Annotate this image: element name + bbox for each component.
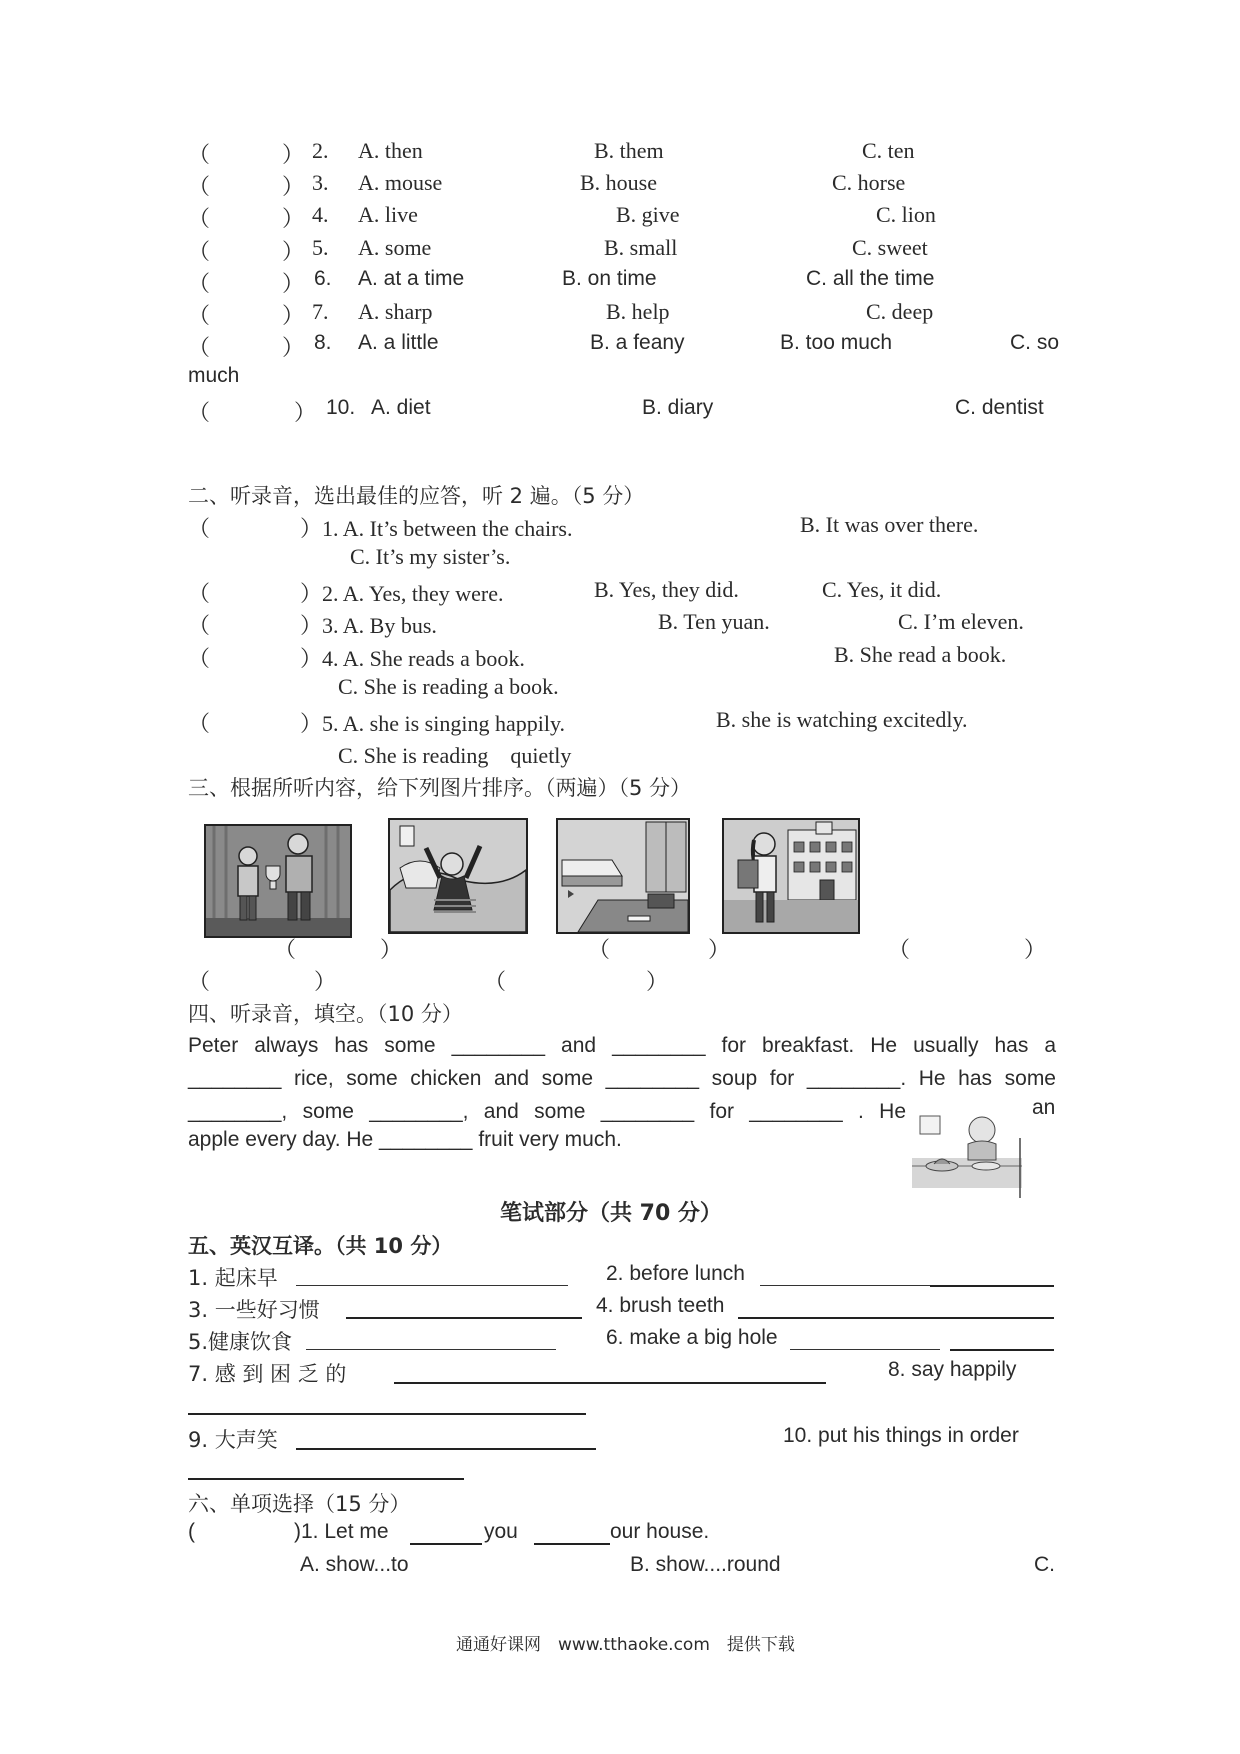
answer-paren-close: ） <box>282 303 305 328</box>
option-c: C. sweet <box>852 235 928 260</box>
walking-to-school-illustration <box>724 820 858 932</box>
picture-waking-up <box>388 818 528 934</box>
fill-blank-line[interactable]: Peter always has some ________ and ________ for breakfast. He usually has a <box>188 1034 1056 1057</box>
question-number: 7. <box>312 299 329 324</box>
option-d-wrap: much <box>188 364 240 387</box>
translate-item: 2. before lunch <box>606 1262 745 1285</box>
option-a: A. live <box>358 202 418 227</box>
order-paren[interactable]: （ <box>888 937 911 962</box>
answer-line[interactable] <box>346 1317 582 1319</box>
order-paren-close: ） <box>314 969 337 994</box>
question-text: you <box>484 1520 518 1543</box>
order-paren-close: ） <box>1024 937 1047 962</box>
order-paren[interactable]: （ <box>588 937 611 962</box>
option-c: C. I’m eleven. <box>898 609 1024 634</box>
option-a: A. a little <box>358 331 439 354</box>
answer-line[interactable] <box>930 1285 1054 1287</box>
option-a: A. diet <box>371 396 431 419</box>
option-c: C. ten <box>862 138 915 163</box>
question-text: )1. Let me <box>294 1520 389 1543</box>
answer-paren-close: ） <box>282 142 305 167</box>
option-c: C. all the time <box>806 267 935 290</box>
section-heading: 三、根据所听内容，给下列图片排序。（两遍）（5 分） <box>188 776 692 800</box>
translate-item: 1. 起床早 <box>188 1266 278 1290</box>
question-number: 5. <box>312 235 329 260</box>
question-text: ）2. A. Yes, they were. <box>300 581 504 606</box>
answer-paren[interactable]: （ <box>188 613 211 638</box>
option-c: C. deep <box>866 299 934 324</box>
option-c: C. dentist <box>955 396 1044 419</box>
option-b: B. It was over there. <box>800 512 979 537</box>
answer-paren-close: ） <box>282 271 305 296</box>
option-b: B. small <box>604 235 678 260</box>
answer-line[interactable] <box>534 1543 610 1545</box>
question-text: ）5. A. she is singing happily. <box>300 711 566 736</box>
answer-paren[interactable]: ( <box>188 1520 195 1543</box>
translate-item: 8. say happily <box>888 1358 1017 1381</box>
translate-item: 4. brush teeth <box>596 1294 725 1317</box>
answer-line[interactable] <box>410 1543 482 1545</box>
question-text: ）4. A. She reads a book. <box>300 646 525 671</box>
picture-walking-to-school <box>722 818 860 934</box>
option-d: C. so <box>1010 331 1060 354</box>
section-heading: 五、英汉互译。（共 10 分） <box>188 1234 453 1258</box>
option-b: B. show....round <box>630 1553 781 1576</box>
translate-item: 5.健康饮食 <box>188 1330 293 1354</box>
question-number: 6. <box>314 267 332 290</box>
order-paren[interactable]: （ <box>188 969 211 994</box>
answer-line[interactable] <box>394 1382 826 1384</box>
order-paren[interactable]: （ <box>274 937 297 962</box>
option-b: B. diary <box>642 396 714 419</box>
question-number: 10. <box>326 396 356 419</box>
bedroom-illustration <box>558 820 688 932</box>
question-text: our house. <box>610 1520 710 1543</box>
translate-item: 10. put his things in order <box>783 1424 1019 1447</box>
question-text: ）1. A. It’s between the chairs. <box>300 516 573 541</box>
option-a: A. some <box>358 235 432 260</box>
order-paren-close: ） <box>380 937 403 962</box>
answer-paren-close: ） <box>282 335 305 360</box>
option-b: B. them <box>594 138 664 163</box>
option-b: B. help <box>606 299 670 324</box>
order-paren[interactable]: （ <box>484 969 507 994</box>
answer-paren-close: ） <box>282 174 305 199</box>
fill-blank-line[interactable]: ________, some ________, and some ________ for ________ . He <box>188 1100 906 1123</box>
translate-item: 9. 大声笑 <box>188 1428 278 1452</box>
question-number: 8. <box>314 331 332 354</box>
option-a: A. mouse <box>358 170 443 195</box>
answer-paren[interactable]: （ <box>188 174 211 199</box>
option-b: B. on time <box>562 267 657 290</box>
award-ceremony-illustration <box>206 826 350 936</box>
answer-paren[interactable]: （ <box>188 142 211 167</box>
translate-item: 3. 一些好习惯 <box>188 1298 320 1322</box>
option-b: B. house <box>580 170 657 195</box>
option-c: C. Yes, it did. <box>822 577 942 602</box>
option-c: C. lion <box>876 202 936 227</box>
fill-blank-line[interactable]: ________ rice, some chicken and some ________ soup for ________. He has some <box>188 1067 1056 1090</box>
answer-line[interactable] <box>760 1285 930 1286</box>
answer-line[interactable] <box>296 1285 568 1286</box>
option-c: C. It’s my sister’s. <box>350 544 511 569</box>
question-number: 3. <box>312 170 329 195</box>
answer-paren[interactable]: （ <box>188 400 211 425</box>
question-number: 2. <box>312 138 329 163</box>
answer-paren[interactable]: （ <box>188 239 211 264</box>
answer-line[interactable] <box>306 1349 556 1350</box>
waking-up-illustration <box>390 820 526 932</box>
question-text: ）3. A. By bus. <box>300 613 437 638</box>
boy-eating-illustration <box>906 1108 1028 1198</box>
answer-paren[interactable]: （ <box>188 303 211 328</box>
answer-paren-close: ） <box>282 239 305 264</box>
answer-paren-close: ） <box>294 400 317 425</box>
answer-paren-close: ） <box>282 206 305 231</box>
answer-line[interactable] <box>188 1478 464 1480</box>
option-b: B. Ten yuan. <box>658 609 770 634</box>
answer-paren[interactable]: （ <box>188 646 211 671</box>
section-heading: 六、单项选择（15 分） <box>188 1492 411 1516</box>
picture-award-ceremony <box>204 824 352 938</box>
picture-bedroom <box>556 818 690 934</box>
fill-blank-line-end: an <box>1032 1096 1056 1119</box>
option-a: A. at a time <box>358 267 465 290</box>
answer-line[interactable] <box>738 1317 1054 1319</box>
translate-item: 7. 感 到 困 乏 的 <box>188 1362 347 1386</box>
option-a: A. then <box>358 138 423 163</box>
answer-line[interactable] <box>950 1349 1054 1351</box>
translate-item: 6. make a big hole <box>606 1326 778 1349</box>
answer-line[interactable] <box>790 1349 940 1350</box>
option-b: B. she is watching excitedly. <box>716 707 968 732</box>
option-c: C. She is reading a book. <box>338 674 559 699</box>
section-heading: 二、听录音，选出最佳的应答，听 2 遍。（5 分） <box>188 484 645 508</box>
option-b: B. Yes, they did. <box>594 577 739 602</box>
answer-line[interactable] <box>296 1448 596 1450</box>
order-paren-close: ） <box>708 937 731 962</box>
answer-paren[interactable]: （ <box>188 581 211 606</box>
fill-blank-line[interactable]: apple every day. He ________ fruit very much. <box>188 1128 622 1151</box>
answer-paren[interactable]: （ <box>188 711 211 736</box>
option-a: A. show...to <box>300 1553 409 1576</box>
option-c: C. She is reading quietly <box>338 743 572 768</box>
question-number: 4. <box>312 202 329 227</box>
option-b: B. give <box>616 202 680 227</box>
answer-paren[interactable]: （ <box>188 271 211 296</box>
order-paren-close: ） <box>646 969 669 994</box>
answer-line[interactable] <box>188 1413 586 1415</box>
option-b: B. She read a book. <box>834 642 1007 667</box>
option-c: B. too much <box>780 331 893 354</box>
option-c: C. horse <box>832 170 906 195</box>
boy-eating-picture <box>906 1108 1028 1198</box>
footer-text: 通通好课网 www.tthaoke.com 提供下载 <box>456 1635 795 1655</box>
option-b: B. a feany <box>590 331 685 354</box>
written-part-title: 笔试部分（共 70 分） <box>500 1201 722 1226</box>
option-a: A. sharp <box>358 299 433 324</box>
section-heading: 四、听录音，填空。（10 分） <box>188 1002 463 1026</box>
answer-paren[interactable]: （ <box>188 335 211 360</box>
answer-paren[interactable]: （ <box>188 516 211 541</box>
option-c: C. <box>1034 1553 1055 1576</box>
answer-paren[interactable]: （ <box>188 206 211 231</box>
